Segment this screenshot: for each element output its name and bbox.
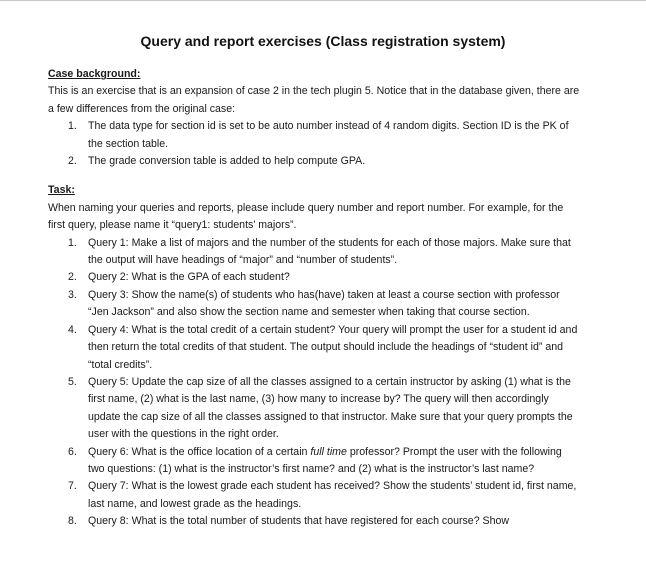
list-item	[48, 322, 580, 374]
task-heading: Task:	[48, 184, 75, 197]
document-title: Query and report exercises (Class registration system)	[140, 33, 506, 49]
list-item	[48, 269, 580, 286]
list-item-number: 1.	[68, 120, 77, 133]
top-divider	[0, 0, 646, 1]
list-item	[48, 153, 580, 170]
list-item-text-start: Query 6: What is the office location of a certain	[88, 445, 311, 458]
list-item-text: Query 3: Show the name(s) of students who has(have) taken at least a course section with professor “Jen Jackson” and also show the section name and semester when taking that course section.	[88, 288, 560, 319]
list-item-text: Query 5: Update the cap size of all the classes assigned to a certain instructor by asking (1) what is the first name, (2) what is the last name, (3) how many to increase by? The query will then accordingly update the cap size of all the classes assigned to that instructor. Make sure that your query prompts the user with the questions in the right order.	[88, 375, 573, 441]
list-item-number: 1.	[68, 236, 77, 249]
list-item	[48, 235, 580, 270]
list-item	[48, 513, 580, 530]
list-item	[48, 444, 580, 479]
list-item	[48, 287, 580, 322]
list-item-text: The data type for section id is set to be auto number instead of 4 random digits. Section ID is the PK of the section table.	[88, 120, 569, 150]
list-item-emphasis: full time	[310, 445, 347, 458]
case-background-list	[48, 118, 580, 170]
list-item-text: Query 2: What is the GPA of each student?	[88, 271, 290, 284]
case-background-heading: Case background:	[48, 68, 141, 80]
document-body	[48, 66, 580, 531]
list-item-number: 8.	[68, 515, 77, 528]
list-item-number: 4.	[68, 323, 77, 336]
list-item-text: Query 8: What is the total number of students that have registered for each course? Show	[88, 515, 510, 528]
list-item	[48, 374, 580, 444]
list-item-number: 2.	[68, 155, 77, 168]
task-intro: When naming your queries and reports, please include query number and report number. For example, for the first query, please name it “query1: students’ majors”.	[48, 201, 564, 232]
list-item-text: Query 7: What is the lowest grade each student has received? Show the students’ student id, first name, last name, and lowest grade as the headings.	[88, 480, 577, 510]
case-background-intro: This is an exercise that is an expansion of case 2 in the tech plugin 5. Notice that in the database given, there are a few differences from the original case:	[48, 85, 580, 115]
list-item-text: Query 1: Make a list of majors and the number of the students for each of those majors. Make sure that the output will have headings of “major” and “number of students”.	[88, 236, 571, 267]
list-item-number: 3.	[68, 288, 77, 301]
list-item-number: 5.	[68, 375, 77, 388]
list-item	[48, 118, 580, 153]
list-item-text: Query 4: What is the total credit of a certain student? Your query will prompt the user for a student id and then return the total credits of that student. The output should include the headings of “student id” and “total credits”.	[88, 323, 578, 371]
list-item-number: 7.	[68, 480, 77, 493]
list-item-text-end: professor? Prompt the user with the following two questions: (1) what is the instructor’s first name? and (2) what is the instructor’s last name?	[88, 445, 562, 475]
section-spacer	[48, 170, 580, 182]
list-item-text: The grade conversion table is added to help compute GPA.	[88, 155, 366, 168]
list-item-number: 2.	[68, 271, 77, 284]
list-item	[48, 478, 580, 513]
task-list	[48, 235, 580, 531]
list-item-number: 6.	[68, 445, 77, 458]
